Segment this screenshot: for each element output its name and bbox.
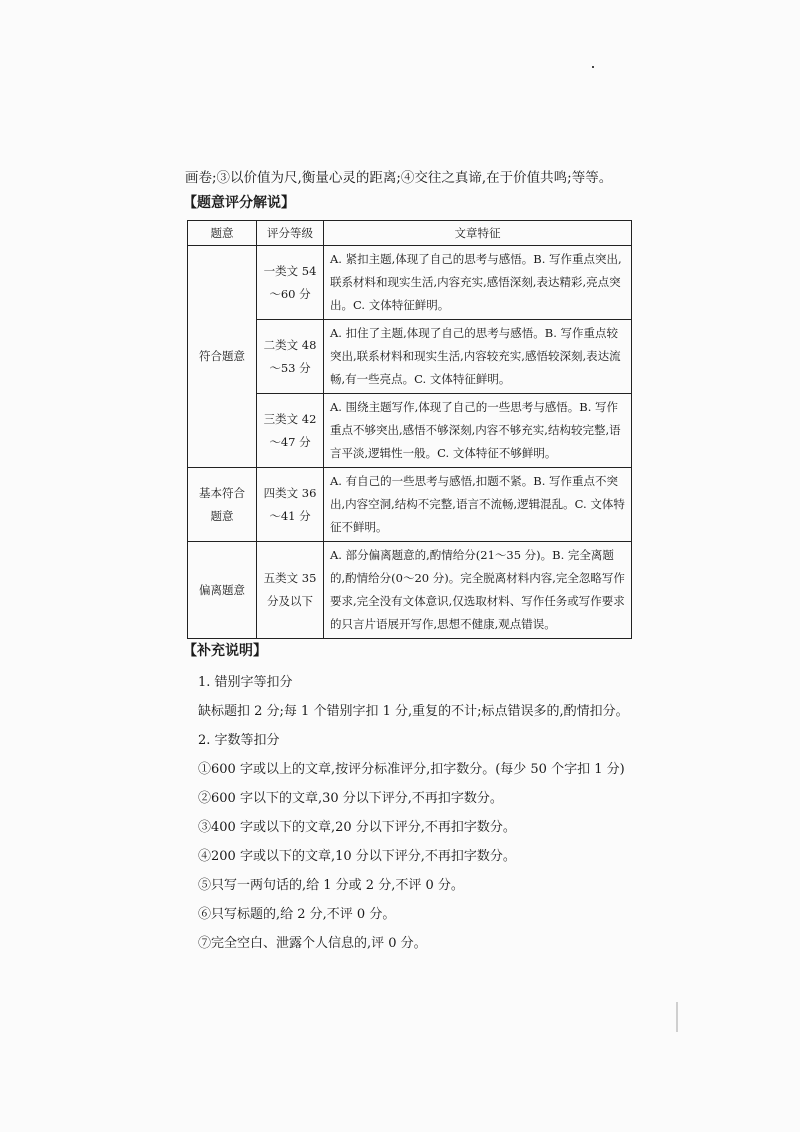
rubric-section-title: 【题意评分解说】 <box>183 195 295 211</box>
header-grade: 评分等级 <box>257 221 324 246</box>
table-row <box>188 468 632 542</box>
header-features: 文章特征 <box>324 221 632 246</box>
supplement-line: ②600 字以下的文章,30 分以下评分,不再扣字数分。 <box>198 791 503 806</box>
supplement-line: ①600 字或以上的文章,按评分标准评分,扣字数分。(每少 50 个字扣 1 分) <box>198 762 625 777</box>
grade-cell: 四类文 36～41 分 <box>257 468 324 542</box>
features-cell: A. 围绕主题写作,体现了自己的一些思考与感悟。B. 写作重点不够突出,感悟不够深刻,内容不够充实,结构较完整,语言平淡,逻辑性一般。C. 文体特征不够鲜明。 <box>324 394 632 468</box>
features-cell: A. 有自己的一些思考与感悟,扣题不紧。B. 写作重点不突出,内容空洞,结构不完整,语言不流畅,逻辑混乱。C. 文体特征不鲜明。 <box>324 468 632 542</box>
supplement-list <box>198 668 629 958</box>
supplement-heading: 2. 字数等扣分 <box>198 733 280 748</box>
header-topic: 题意 <box>188 221 257 246</box>
scan-edge-mark <box>676 1002 678 1032</box>
features-cell: A. 紧扣主题,体现了自己的思考与感悟。B. 写作重点突出,联系材料和现实生活,内容充实,感悟深刻,表达精彩,亮点突出。C. 文体特征鲜明。 <box>324 246 632 320</box>
table-row <box>188 246 632 320</box>
table-row <box>188 542 632 639</box>
supplement-section-title: 【补充说明】 <box>183 643 267 659</box>
grade-cell: 三类文 42～47 分 <box>257 394 324 468</box>
supplement-heading: 1. 错别字等扣分 <box>198 675 293 690</box>
supplement-line: 缺标题扣 2 分;每 1 个错别字扣 1 分,重复的不计;标点错误多的,酌情扣分。 <box>198 704 629 719</box>
topic-cell: 符合题意 <box>188 246 257 468</box>
supplement-line: ④200 字或以下的文章,10 分以下评分,不再扣字数分。 <box>198 849 516 864</box>
grade-cell: 一类文 54～60 分 <box>257 246 324 320</box>
supplement-line: ⑥只写标题的,给 2 分,不评 0 分。 <box>198 907 396 922</box>
speck <box>592 66 594 68</box>
supplement-line: ③400 字或以下的文章,20 分以下评分,不再扣字数分。 <box>198 820 516 835</box>
topic-cell: 基本符合题意 <box>188 468 257 542</box>
features-cell: A. 部分偏离题意的,酌情给分(21～35 分)。B. 完全离题的,酌情给分(0～20 分)。完全脱离材料内容,完全忽略写作要求,完全没有文体意识,仅选取材料、写作任务或写作要求的只言片语展开写作,思想不健康,观点错误。 <box>324 542 632 639</box>
topic-cell: 偏离题意 <box>188 542 257 639</box>
continued-text-line: 画卷;③以价值为尺,衡量心灵的距离;④交往之真谛,在于价值共鸣;等等。 <box>185 170 613 186</box>
scoring-table <box>187 220 632 639</box>
grade-cell: 五类文 35 分及以下 <box>257 542 324 639</box>
table-header-row <box>188 221 632 246</box>
features-cell: A. 扣住了主题,体现了自己的思考与感悟。B. 写作重点较突出,联系材料和现实生活,内容较充实,感悟较深刻,表达流畅,有一些亮点。C. 文体特征鲜明。 <box>324 320 632 394</box>
supplement-line: ⑦完全空白、泄露个人信息的,评 0 分。 <box>198 936 427 951</box>
grade-cell: 二类文 48～53 分 <box>257 320 324 394</box>
supplement-line: ⑤只写一两句话的,给 1 分或 2 分,不评 0 分。 <box>198 878 464 893</box>
